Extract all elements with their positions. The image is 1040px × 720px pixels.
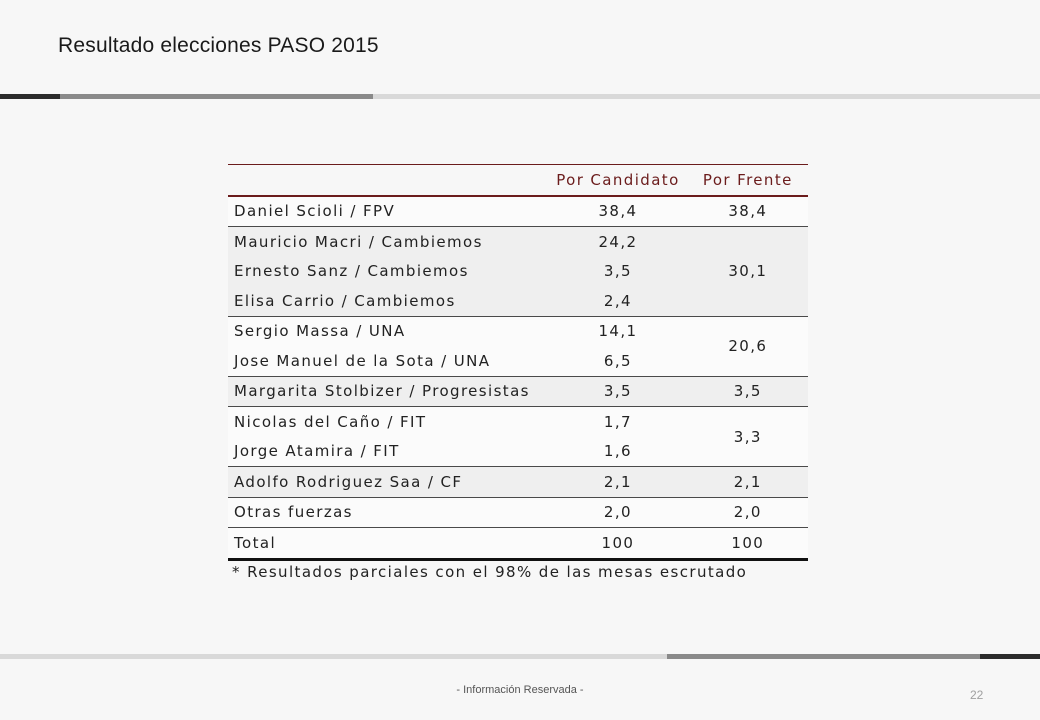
candidate-value: 14,1 [548, 316, 687, 346]
candidate-value: 2,1 [548, 467, 687, 498]
front-value: 30,1 [688, 227, 808, 317]
candidate-name: Elisa Carrio / Cambiemos [228, 286, 548, 316]
table-row [228, 196, 808, 227]
page-number: 22 [970, 688, 984, 702]
candidate-name: Adolfo Rodriguez Saa / CF [228, 467, 548, 498]
title-divider [0, 94, 1040, 99]
table-row [228, 407, 808, 437]
candidate-value: 1,7 [548, 407, 687, 437]
table-row [228, 497, 808, 528]
candidate-name: Jorge Atamira / FIT [228, 437, 548, 467]
candidate-name: Daniel Scioli / FPV [228, 196, 548, 227]
total-label: Total [228, 528, 548, 560]
front-value: 38,4 [688, 196, 808, 227]
candidate-value: 6,5 [548, 346, 687, 376]
candidate-name: Ernesto Sanz / Cambiemos [228, 257, 548, 287]
table-row [228, 227, 808, 257]
front-value: 2,0 [688, 497, 808, 528]
header-por-frente: Por Frente [702, 170, 793, 189]
header-por-candidato: Por Candidato [556, 170, 680, 189]
candidate-name: Otras fuerzas [228, 497, 548, 528]
candidate-value: 38,4 [548, 196, 687, 227]
slide-title: Resultado elecciones PASO 2015 [58, 34, 379, 57]
candidate-name: Sergio Massa / UNA [228, 316, 548, 346]
table-row [228, 316, 808, 346]
candidate-name: Nicolas del Caño / FIT [228, 407, 548, 437]
candidate-name: Jose Manuel de la Sota / UNA [228, 346, 548, 376]
candidate-value: 1,6 [548, 437, 687, 467]
footer-divider [0, 654, 1040, 659]
total-candidate-value: 100 [548, 528, 687, 560]
confidential-footer: - Información Reservada - [456, 684, 584, 696]
candidate-name: Margarita Stolbizer / Progresistas [228, 376, 548, 407]
total-front-value: 100 [688, 528, 808, 560]
front-value: 20,6 [688, 316, 808, 376]
table-row [228, 376, 808, 407]
candidate-name: Mauricio Macri / Cambiemos [228, 227, 548, 257]
table-header-row [228, 165, 808, 196]
header-candidate [228, 165, 548, 196]
total-row [228, 528, 808, 560]
front-value: 3,5 [688, 376, 808, 407]
front-value: 2,1 [688, 467, 808, 498]
front-value: 3,3 [688, 407, 808, 467]
footnote: * Resultados parciales con el 98% de las mesas escrutado [232, 563, 748, 581]
candidate-value: 2,0 [548, 497, 687, 528]
results-table [228, 164, 808, 561]
table-row [228, 467, 808, 498]
candidate-value: 24,2 [548, 227, 687, 257]
candidate-value: 3,5 [548, 257, 687, 287]
candidate-value: 3,5 [548, 376, 687, 407]
candidate-value: 2,4 [548, 286, 687, 316]
